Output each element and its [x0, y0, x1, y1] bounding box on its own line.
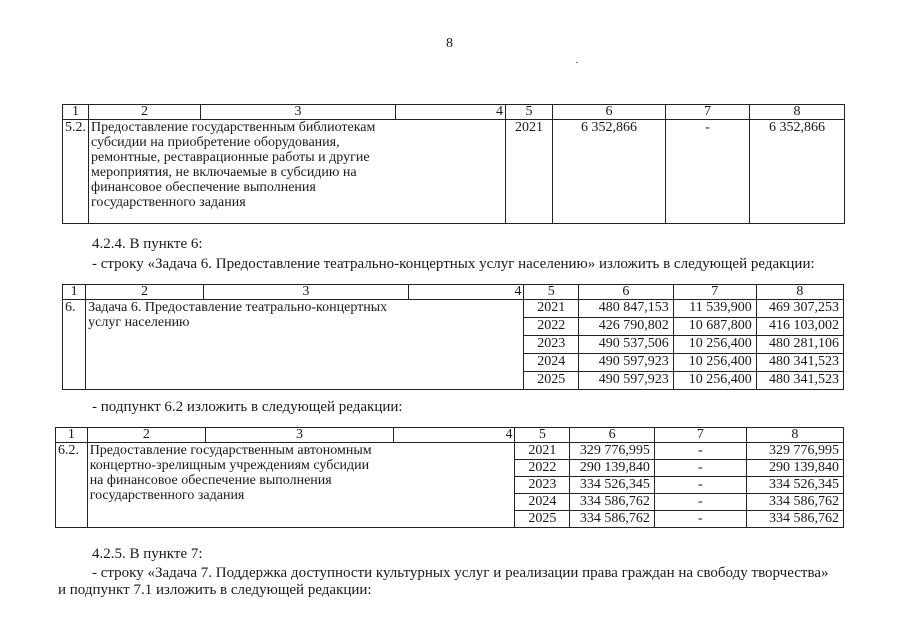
- item-description: [87, 443, 515, 528]
- value-col6: 426 790,802: [579, 318, 674, 336]
- value-col8: 290 139,840: [746, 460, 843, 477]
- paragraph-task6-intro: - строку «Задача 6. Предоставление театрально-концертных услуг населению» изложить в следующей редакции:: [92, 256, 815, 272]
- item-number: 6.2.: [56, 443, 88, 528]
- header-cell: 7: [673, 285, 756, 300]
- value-col6: 334 586,762: [570, 494, 655, 511]
- value-col7: -: [654, 511, 746, 528]
- year-cell: 2024: [515, 494, 570, 511]
- header-cell: 6: [553, 105, 666, 120]
- year-cell: 2025: [515, 511, 570, 528]
- table-row: [63, 300, 844, 318]
- table-row: [56, 443, 844, 460]
- header-cell: 5: [524, 285, 579, 300]
- value-col6: 334 526,345: [570, 477, 655, 494]
- table-5-2: [62, 104, 845, 224]
- value-col7: 10 256,400: [673, 354, 756, 372]
- value-col6: 329 776,995: [570, 443, 655, 460]
- item-description: [89, 120, 506, 224]
- value-col8: 334 586,762: [746, 494, 843, 511]
- value-col6: 6 352,866: [553, 120, 666, 224]
- item-number: 6.: [63, 300, 86, 390]
- item-number: 5.2.: [63, 120, 89, 224]
- value-col7: -: [654, 477, 746, 494]
- table-header-row: [56, 428, 844, 443]
- description-line: мероприятия, не включаемые в субсидию на: [91, 165, 357, 180]
- value-col8: 6 352,866: [750, 120, 845, 224]
- header-cell: 3: [203, 285, 408, 300]
- paragraph-subitem-6-2: - подпункт 6.2 изложить в следующей редакции:: [92, 399, 403, 415]
- header-cell: 4: [408, 285, 524, 300]
- year-cell: 2021: [515, 443, 570, 460]
- header-cell: 4: [396, 105, 506, 120]
- header-cell: 2: [89, 105, 201, 120]
- description-line: государственного задания: [89, 488, 245, 503]
- header-cell: 4: [394, 428, 515, 443]
- header-cell: 2: [87, 428, 205, 443]
- year-cell: 2025: [524, 372, 579, 390]
- year-cell: 2024: [524, 354, 579, 372]
- description-line: Предоставление государственным автономным: [89, 443, 372, 458]
- value-col7: 10 687,800: [673, 318, 756, 336]
- header-cell: 7: [666, 105, 750, 120]
- value-col8: 469 307,253: [756, 300, 843, 318]
- header-cell: 3: [205, 428, 393, 443]
- year-cell: 2022: [515, 460, 570, 477]
- value-col8: 334 526,345: [746, 477, 843, 494]
- year-cell: 2021: [524, 300, 579, 318]
- year-cell: 2021: [506, 120, 553, 224]
- value-col6: 334 586,762: [570, 511, 655, 528]
- paragraph-4-2-5: 4.2.5. В пункте 7:: [92, 546, 203, 562]
- scan-speck: [576, 62, 578, 63]
- year-cell: 2023: [524, 336, 579, 354]
- year-cell: 2023: [515, 477, 570, 494]
- description-line: на финансовое обеспечение выполнения: [89, 473, 332, 488]
- value-col8: 334 586,762: [746, 511, 843, 528]
- value-col8: 480 341,523: [756, 372, 843, 390]
- value-col6: 490 597,923: [579, 372, 674, 390]
- value-col7: -: [654, 443, 746, 460]
- table-6-2: [55, 427, 844, 528]
- description-line: Предоставление государственным библиотекам: [91, 120, 376, 135]
- header-cell: 8: [750, 105, 845, 120]
- paragraph-4-2-4: 4.2.4. В пункте 6:: [92, 236, 203, 252]
- value-col8: 480 281,106: [756, 336, 843, 354]
- value-col6: 490 597,923: [579, 354, 674, 372]
- value-col7: -: [654, 494, 746, 511]
- value-col6: 480 847,153: [579, 300, 674, 318]
- table-header-row: [63, 105, 845, 120]
- description-line: государственного задания: [91, 195, 246, 210]
- header-cell: 5: [506, 105, 553, 120]
- header-cell: 1: [63, 105, 89, 120]
- header-cell: 1: [63, 285, 86, 300]
- description-line: Задача 6. Предоставление театрально-концертных: [88, 300, 388, 315]
- header-cell: 7: [654, 428, 746, 443]
- value-col7: -: [654, 460, 746, 477]
- value-col8: 329 776,995: [746, 443, 843, 460]
- value-col7: -: [666, 120, 750, 224]
- value-col8: 416 103,002: [756, 318, 843, 336]
- table-row: [63, 120, 845, 224]
- description-line: услуг населению: [88, 315, 190, 330]
- value-col8: 480 341,523: [756, 354, 843, 372]
- header-cell: 8: [756, 285, 843, 300]
- table-task-6: [62, 284, 844, 390]
- header-cell: 3: [201, 105, 396, 120]
- year-cell: 2022: [524, 318, 579, 336]
- header-cell: 6: [579, 285, 674, 300]
- page-number: 8: [446, 36, 453, 51]
- header-cell: 6: [570, 428, 655, 443]
- table-header-row: [63, 285, 844, 300]
- paragraph-task7-continued: и подпункт 7.1 изложить в следующей редакции:: [58, 582, 372, 598]
- value-col7: 10 256,400: [673, 372, 756, 390]
- header-cell: 2: [86, 285, 204, 300]
- paragraph-task7-intro: - строку «Задача 7. Поддержка доступности культурных услуг и реализации права граждан на свободу творчества»: [92, 565, 829, 581]
- header-cell: 8: [746, 428, 843, 443]
- description-line: ремонтные, реставрационные работы и другие: [91, 150, 370, 165]
- description-line: финансовое обеспечение выполнения: [91, 180, 316, 195]
- value-col7: 11 539,900: [673, 300, 756, 318]
- header-cell: 5: [515, 428, 570, 443]
- value-col7: 10 256,400: [673, 336, 756, 354]
- description-line: субсидии на приобретение оборудования,: [91, 135, 340, 150]
- header-cell: 1: [56, 428, 88, 443]
- value-col6: 290 139,840: [570, 460, 655, 477]
- description-line: концертно-зрелищным учреждениям субсидии: [89, 458, 370, 473]
- item-description: [86, 300, 524, 390]
- value-col6: 490 537,506: [579, 336, 674, 354]
